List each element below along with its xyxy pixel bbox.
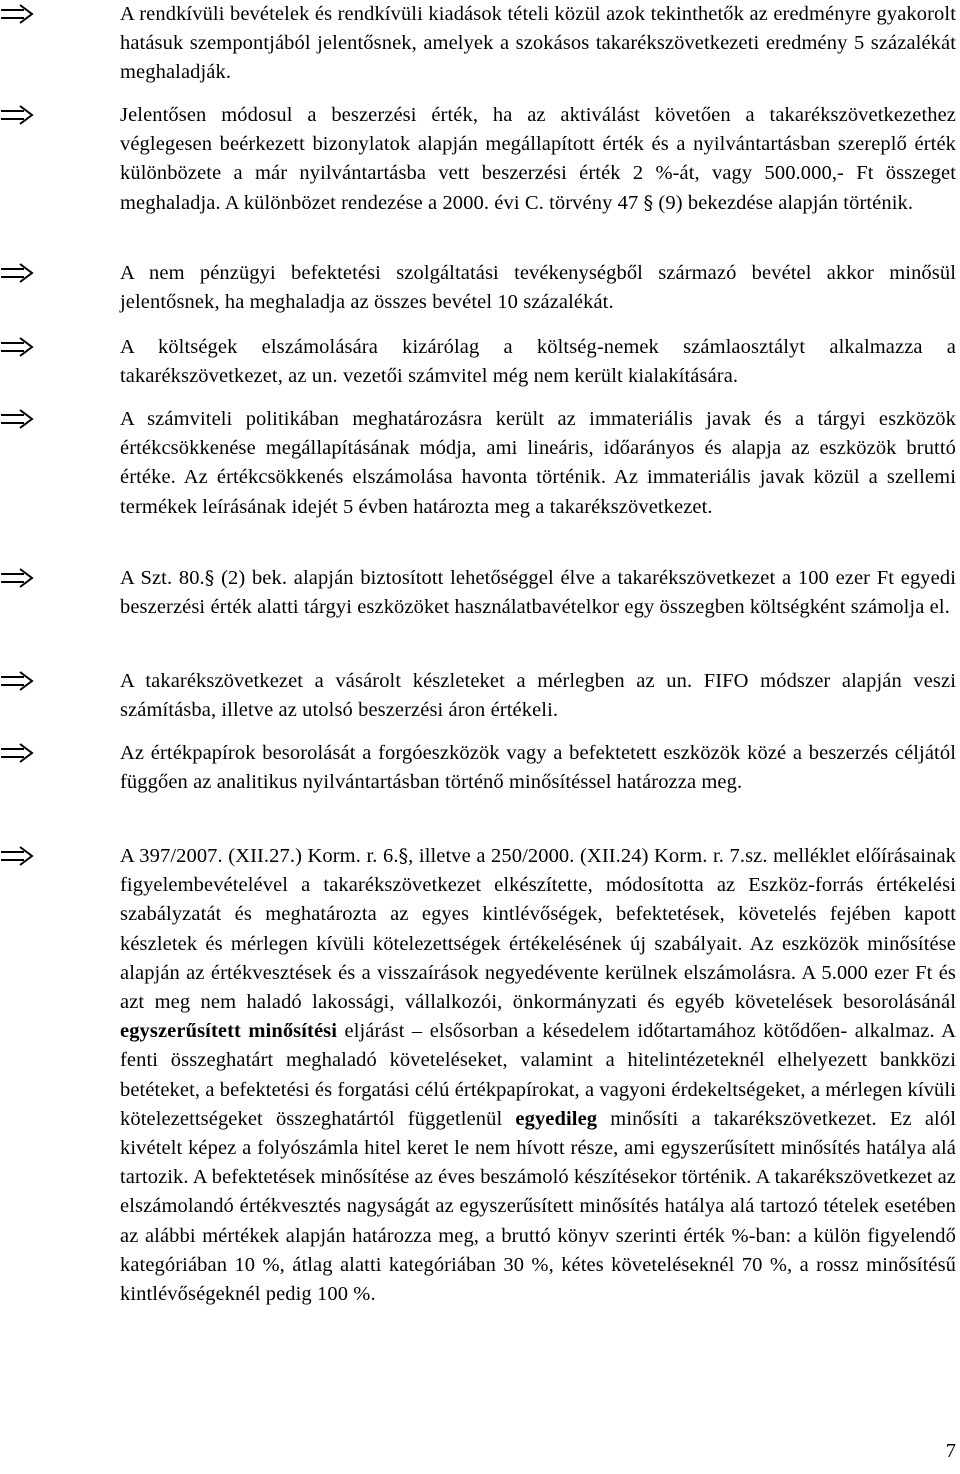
paragraph-text: minősíti a takarékszövetkezet. Ez alól kivételt képez a folyószámla hitel keret le nem hívott része, ami egyszerűsített minősítés hatálya alá tartozik. A befektetések minősítése az éves beszámoló készítésekor történik. A takarékszövetkezet az elszámolandó értékvesztés nagyságát az egyszerűsített minősítés hatálya alá tartozó tételek esetében az alábbi mértékek alapján határozza meg, a bruttó könyv szerinti érték %-ban: a külön figyelendő kategóriában 10 %, átlag alatti kategóriában 30 %, kétes követeléseknél 70 %, a rossz minősítésű kintlévőségeknél pedig 100 %.	[120, 1107, 956, 1306]
paragraph: A takarékszövetkezet a vásárolt készleteket a mérlegben az un. FIFO módszer alapján veszi számításba, illetve az utolsó beszerzési áron értékeli.	[120, 670, 956, 722]
double-right-arrow-icon	[0, 567, 34, 589]
paragraph: A számviteli politikában meghatározásra került az immateriális javak és a tárgyi eszközök értékcsökkenése megállapításának módja, ami lineáris, időarányos és alapja az eszközök bruttó értéke. Az értékcsökkenés elszámolása havonta történik. Az immateriális javak közül a szellemi termékek leírásának idejét 5 évben határozta meg a takarékszövetkezet.	[120, 408, 956, 518]
paragraph-text: (2) bek. alapján biztosított lehetőséggel élve a takarékszövetkezet a 100 ezer Ft egyedi beszerzési érték alatti tárgyi eszközöket használatbavételkor egy összegben költségként számolja el.	[120, 567, 956, 619]
double-right-arrow-icon	[0, 336, 34, 358]
paragraph	[120, 101, 956, 218]
double-right-arrow-icon	[0, 3, 34, 25]
double-right-arrow-icon	[0, 104, 34, 126]
paragraph-text: A Szt. 80.	[120, 567, 205, 589]
double-right-arrow-icon	[0, 742, 34, 764]
double-right-arrow-icon	[0, 845, 34, 867]
double-right-arrow-icon	[0, 408, 34, 430]
paragraph: A nem pénzügyi befektetési szolgáltatási tevékenységből származó bevétel akkor minősül jelentősnek, ha meghaladja az összes bevétel 10 százalékát.	[120, 262, 956, 314]
bold-text: egyszerűsített minősítési	[120, 1020, 338, 1043]
paragraph-text: Jelentősen módosul a beszerzési érték, ha az aktiválást követően a takarékszövetkezethez véglegesen beérkezett bizonylatok alapján megállapított érték és a nyilvántartásban szereplő érték különbözete a már nyilvántartásba vett beszerzési érték 2 %-át, vagy 500.000,- Ft összeget meghaladja. A különbözet rendezése a 2000. évi C. törvény 47	[120, 104, 956, 214]
double-right-arrow-icon	[0, 262, 34, 284]
paragraph-text: A 397/2007. (XII.27.) Korm. r. 6.	[120, 845, 399, 867]
paragraph: Az értékpapírok besorolását a forgóeszközök vagy a befektetett eszközök közé a beszerzés céljától függően az analitikus nyilvántartásban történő minősítéssel határozza meg.	[120, 742, 956, 794]
bold-text: egyedileg	[515, 1107, 598, 1130]
double-right-arrow-icon	[0, 670, 34, 692]
paragraph-text: eljárást – elsősorban a késedelem időtartamához kötődően- alkalmaz. A fenti összeghatárt meghaladó követeléseket, valamint a hitelintézeteknél elhelyezett bankközi betéteket, a befektetési és forgatási célú értékpapírokat, a vagyoni érdekeltségeket, a mérlegen kívüli kötelezettségeket összeghatártól függetlenül	[120, 1020, 956, 1130]
paragraph-text: (9) bekezdése alapján történik.	[653, 191, 914, 214]
section-sign: §	[643, 191, 654, 214]
paragraph: A költségek elszámolására kizárólag a költség-nemek számlaosztályt alkalmazza a takarékszövetkezet, az un. vezetői számvitel még nem került kialakítására.	[120, 336, 956, 388]
section-sign: §	[204, 567, 215, 589]
paragraph	[120, 842, 956, 1309]
paragraph-text: , illetve a 250/2000. (XII.24) Korm. r. 7.sz. melléklet előírásainak figyelembevételével a takarékszövetkezet elkészítette, módosította az Eszköz-forrás értékelési szabályzatát és meghatározta az egyes kintlévőségek, befektetések, követelés fejében kapott készletek és mérlegen kívüli kötelezettségek értékelésének új szabályait. Az eszközök minősítése alapján az értékvesztések és a visszaírások negyedévente kerülnek elszámolásra. A 5.000 ezer Ft és azt meg nem haladó lakossági, vállalkozói, önkormányzati és egyéb követelések besorolásánál	[120, 845, 956, 1014]
paragraph	[120, 564, 956, 622]
paragraph: A rendkívüli bevételek és rendkívüli kiadások tételi közül azok tekinthetők az eredményre gyakorolt hatásuk szempontjából jelentősnek, amelyek a szokásos takarékszövetkezeti eredmény 5 százalékát meghaladják.	[120, 3, 956, 84]
page-number: 7	[945, 1440, 956, 1462]
section-sign: §	[398, 845, 409, 867]
